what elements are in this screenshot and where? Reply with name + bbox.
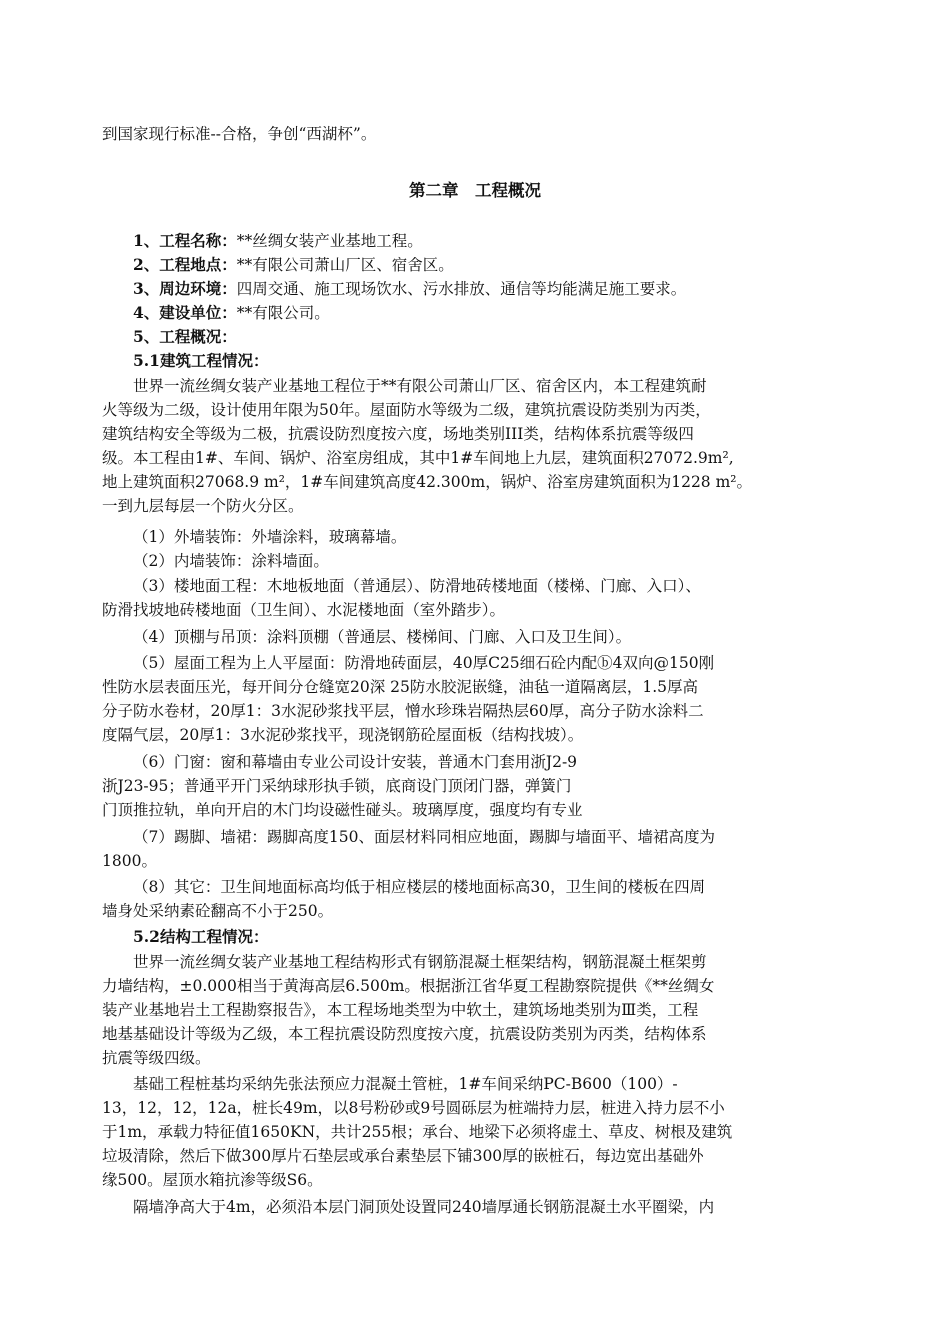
paragraph-line: 门顶推拉轨，单向开启的木门均设磁性碰头。玻璃厚度，强度均有专业 [102, 801, 583, 819]
item-project-name: 1、工程名称：**丝绸女装产业基地工程。 [133, 231, 423, 250]
paragraph-line: 性防水层表面压光，每开间分仓缝宽20深 25防水胶泥嵌缝，油毡一道隔离层，1.5厚高 [102, 678, 699, 696]
paragraph-line: 1800。 [102, 852, 157, 870]
paragraph-line: 缘500。屋顶水箱抗渗等级S6。 [102, 1171, 323, 1189]
section-heading-5-2: 5.2结构工程情况： [133, 927, 269, 946]
section-heading-5-1: 5.1建筑工程情况： [133, 351, 269, 370]
paragraph-line: 装产业基地岩土工程勘察报告》，本工程场地类型为中软土，建筑场地类别为Ⅲ类，工程 [102, 1001, 699, 1019]
paragraph-line: （2）内墙装饰：涂料墙面。 [133, 552, 329, 570]
paragraph-line: 地上建筑面积27068.9 m²，1#车间建筑高度42.300m，锅炉、浴室房建筑面积为1228 m²。 [102, 473, 753, 491]
item-owner: 4、建设单位：**有限公司。 [133, 303, 330, 322]
paragraph-line: 于1m，承载力特征值1650KN，共计255根；承台、地梁下必须将虚土、草皮、树根及建筑 [102, 1123, 733, 1141]
paragraph-line: （1）外墙装饰：外墙涂料，玻璃幕墙。 [133, 528, 407, 546]
paragraph-line: 防滑找坡地砖楼地面（卫生间）、水泥楼地面（室外踏步）。 [102, 601, 506, 619]
paragraph-line: 浙J23-95；普通平开门采纳球形执手锁，底商设门顶闭门器，弹簧门 [102, 777, 572, 795]
paragraph-line: 建筑结构安全等级为二极，抗震设防烈度按六度，场地类别III类，结构体系抗震等级四 [102, 425, 694, 443]
paragraph-line: 13，12，12，12a，桩长49m，以8号粉砂或9号圆砾层为桩端持力层，桩进入持力层不小 [102, 1099, 725, 1117]
paragraph-line: 世界一流丝绸女装产业基地工程结构形式有钢筋混凝土框架结构，钢筋混凝土框架剪 [133, 953, 707, 971]
paragraph-line: （6）门窗：窗和幕墙由专业公司设计安装，普通木门套用浙J2-9 [133, 753, 578, 771]
paragraph-line: 隔墙净高大于4m，必须沿本层门洞顶处设置同240墙厚通长钢筋混凝土水平圈梁，内 [133, 1198, 715, 1216]
paragraph-line: 分子防水卷材，20厚1：3水泥砂浆找平层，憎水珍珠岩隔热层60厚，高分子防水涂料二 [102, 702, 704, 720]
paragraph-line: （7）踢脚、墙裙：踢脚高度150、面层材料同相应地面，踢脚与墙面平、墙裙高度为 [133, 828, 715, 846]
paragraph-line: （4）顶棚与吊顶：涂料顶棚（普通层、楼梯间、门廊、入口及卫生间）。 [133, 628, 632, 646]
intro-tail-line: 到国家现行标准--合格，争创“西湖杯”。 [102, 125, 377, 143]
item-surroundings: 3、周边环境：四周交通、施工现场饮水、污水排放、通信等均能满足施工要求。 [133, 279, 687, 298]
item-project-location: 2、工程地点：**有限公司萧山厂区、宿舍区。 [133, 255, 454, 274]
paragraph-line: 基础工程桩基均采纳先张法预应力混凝土管桩，1#车间采纳PC-B600（100）- [133, 1075, 678, 1093]
paragraph-line: 一到九层每层一个防火分区。 [102, 497, 304, 515]
paragraph-line: （3）楼地面工程：木地板地面（普通层）、防滑地砖楼地面（楼梯、门廊、入口）、 [133, 577, 701, 595]
paragraph-line: 地基基础设计等级为乙级，本工程抗震设防烈度按六度，抗震设防类别为丙类，结构体系 [102, 1025, 707, 1043]
paragraph-line: 火等级为二级，设计使用年限为50年。屋面防水等级为二级，建筑抗震设防类别为丙类， [102, 401, 711, 419]
paragraph-line: （8）其它：卫生间地面标高均低于相应楼层的楼地面标高30，卫生间的楼板在四周 [133, 878, 706, 896]
paragraph-line: 墙身处采纳素砼翻高不小于250。 [102, 902, 334, 920]
chapter-title: 第二章 工程概况 [409, 181, 541, 200]
paragraph-line: 力墙结构，±0.000相当于黄海高层6.500m。根据浙江省华夏工程勘察院提供《**丝绸女 [102, 977, 715, 995]
paragraph-line: （5）屋面工程为上人平屋面：防滑地砖面层，40厚C25细石砼内配ⓑ4双向@150刚 [133, 654, 715, 672]
paragraph-line: 垃圾清除，然后下做300厚片石垫层或承台素垫层下铺300厚的嵌桩石，每边宽出基础外 [102, 1147, 704, 1165]
paragraph-line: 世界一流丝绸女装产业基地工程位于**有限公司萧山厂区、宿舍区内，本工程建筑耐 [133, 377, 707, 395]
paragraph-line: 度隔气层，20厚1：3水泥砂浆找平，现浇钢筋砼屋面板（结构找坡）。 [102, 726, 584, 744]
paragraph-line: 级。本工程由1#、车间、锅炉、浴室房组成，其中1#车间地上九层，建筑面积27072.9m², [102, 449, 734, 467]
paragraph-line: 抗震等级四级。 [102, 1049, 211, 1067]
item-overview: 5、工程概况： [133, 327, 237, 346]
